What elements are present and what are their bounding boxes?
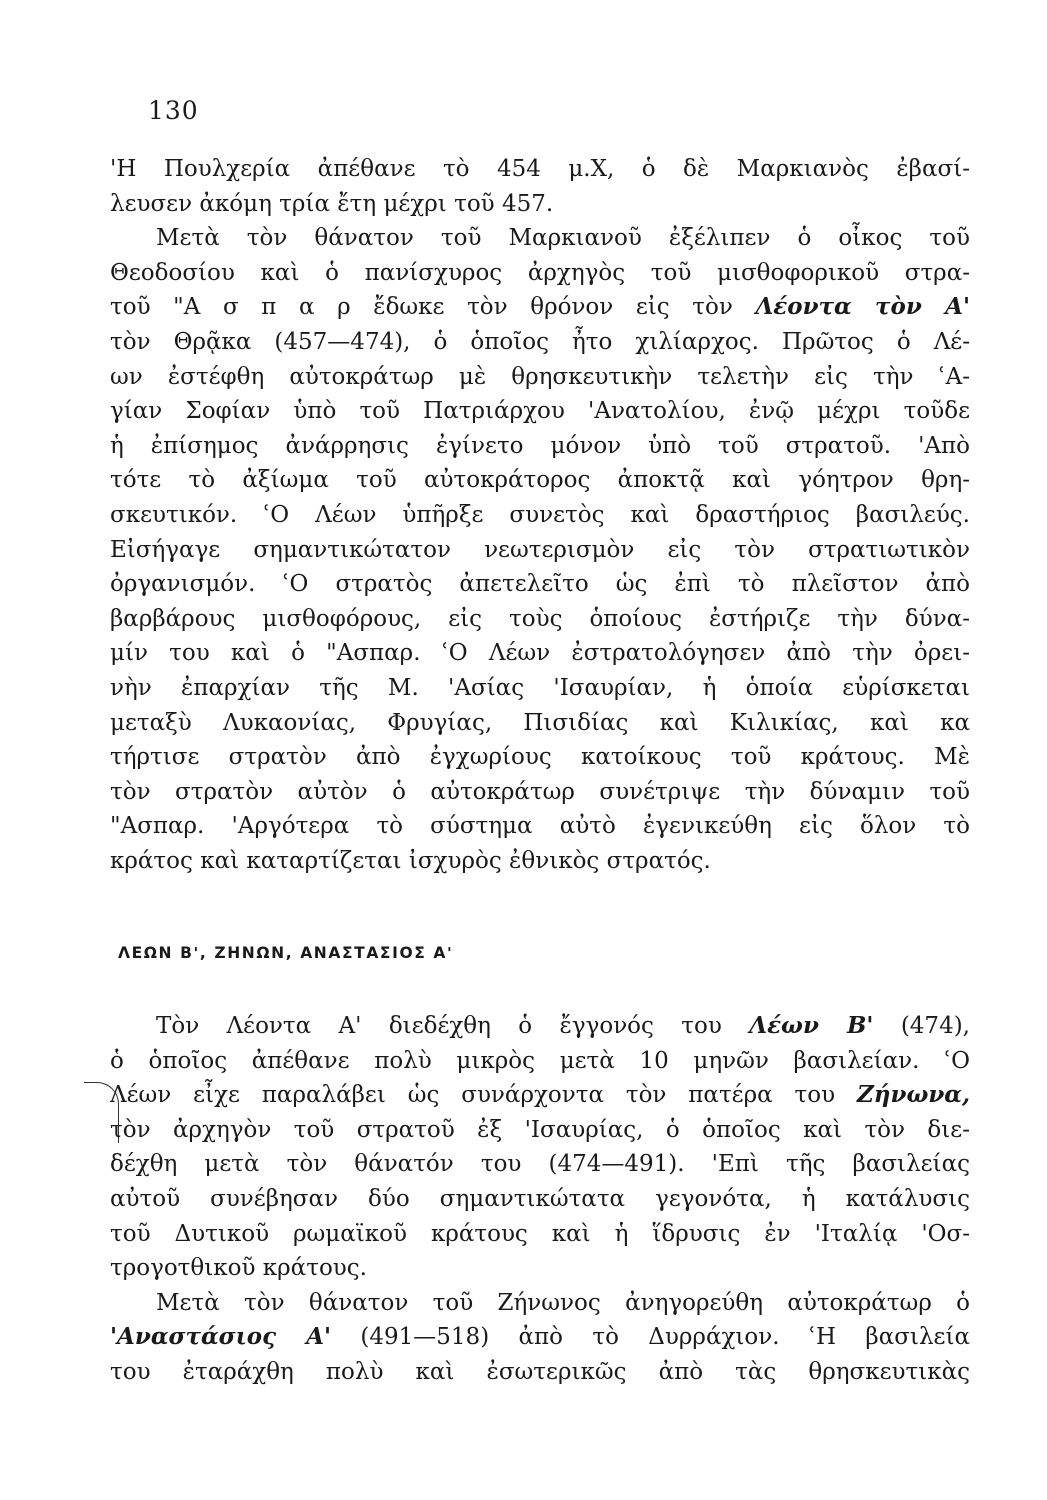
text-line: 'Η Πουλχερία ἀπέθανε τὸ 454 μ.Χ, ὁ δὲ Μαρκιανὸς ἐβασί-	[110, 156, 970, 182]
text-span: Τὸν Λέοντα Α' διεδέχθη ὁ ἔγγονός του	[156, 1013, 722, 1039]
text-line: κράτος καὶ καταρτίζεται ἰσχυρὸς ἐθνικὸς στρατός.	[110, 847, 711, 874]
text-line: τότε τὸ ἀξίωμα τοῦ αὐτοκράτορος ἀποκτᾷ καὶ γόητρον θρη-	[110, 467, 970, 494]
text-line: Μετὰ τὸν θάνατον τοῦ Μαρκιανοῦ ἐξέλιπεν ὁ οἶκος τοῦ	[156, 225, 970, 252]
text-line: ὁ ὁποῖος ἀπέθανε πολὺ μικρὸς μετὰ 10 μηνῶν βασιλείαν. ʿΟ	[110, 1047, 970, 1074]
page-number: 130	[148, 96, 199, 125]
text-line: μεταξὺ Λυκαονίας, Φρυγίας, Πισιδίας καὶ Κιλικίας, καὶ κα	[110, 709, 970, 736]
emperor-name-anastasios: 'Αναστάσιος Α'	[110, 1323, 332, 1351]
text-line	[110, 1320, 970, 1355]
text-span: τοῦ "Α σ π α ρ ἔδωκε τὸν θρόνον εἰς τὸν	[110, 294, 733, 321]
text-line: Θεοδοσίου καὶ ὁ πανίσχυρος ἀρχηγὸς τοῦ μισθοφορικοῦ στρα-	[110, 259, 970, 286]
text-line: βαρβάρους μισθοφόρους, εἰς τοὺς ὁποίους ἐστήριζε τὴν δύνα-	[110, 605, 970, 632]
text-line	[110, 290, 970, 325]
text-line: τὸν στρατὸν αὐτὸν ὁ αὐτοκράτωρ συνέτριψε τὴν δύναμιν τοῦ	[110, 778, 970, 805]
text-line: ὀργανισμόν. ʿΟ στρατὸς ἀπετελεῖτο ὡς ἐπὶ τὸ πλεῖστον ἀπὸ	[110, 571, 970, 598]
text-line: γίαν Σοφίαν ὑπὸ τοῦ Πατριάρχου 'Ανατολίου, ἐνῷ μέχρι τοῦδε	[110, 398, 970, 425]
text-line: τήρτισε στρατὸν ἀπὸ ἐγχωρίους κατοίκους τοῦ κράτους. Μὲ	[110, 744, 970, 771]
text-line: νὴν ἐπαρχίαν τῆς Μ. 'Ασίας 'Ισαυρίαν, ἡ ὁποία εὑρίσκεται	[110, 674, 970, 701]
text-line: τὸν Θρᾷκα (457—474), ὁ ὁποῖος ἦτο χιλίαρχος. Πρῶτος ὁ Λέ-	[110, 328, 970, 355]
emperor-name-leon-a: Λέοντα τὸν Α'	[755, 293, 970, 321]
text-span: (474),	[900, 1013, 970, 1039]
text-line: σκευτικόν. ʿΟ Λέων ὑπῆρξε συνετὸς καὶ δραστήριος βασιλεύς.	[110, 501, 970, 528]
section-heading: ΛΕΩΝ Β', ΖΗΝΩΝ, ΑΝΑΣΤΑΣΙΟΣ Α'	[118, 944, 454, 962]
text-line: αὐτοῦ συνέβησαν δύο σημαντικώτατα γεγονότα, ἡ κατάλυσις	[110, 1185, 970, 1212]
text-line: λευσεν ἀκόμη τρία ἔτη μέχρι τοῦ 457.	[110, 190, 554, 217]
text-line: Εἰσήγαγε σημαντικώτατον νεωτερισμὸν εἰς τὸν στρατιωτικὸν	[110, 536, 970, 563]
emperor-name-zenon: Ζήνωνα,	[856, 1081, 970, 1109]
text-line: του ἐταράχθη πολὺ καὶ ἐσωτερικῶς ἀπὸ τὰς θρησκευτικὰς	[110, 1358, 970, 1385]
emperor-name-leon-b: Λέων Β'	[749, 1012, 874, 1039]
text-line: δέχθη μετὰ τὸν θάνατόν του (474—491). 'Επὶ τῆς βασιλείας	[110, 1151, 970, 1178]
text-line: τρογοτθικοῦ κράτους.	[110, 1255, 367, 1282]
text-line: "Ασπαρ. 'Αργότερα τὸ σύστημα αὐτὸ ἐγενικεύθη εἰς ὅλον τὸ	[110, 813, 970, 840]
text-line: ων ἐστέφθη αὐτοκράτωρ μὲ θρησκευτικὴν τελετὴν εἰς τὴν ʿΑ-	[110, 363, 970, 390]
text-block-2	[110, 1009, 970, 1390]
text-line	[110, 1009, 970, 1044]
text-line: Μετὰ τὸν θάνατον τοῦ Ζήνωνος ἀνηγορεύθη αὐτοκράτωρ ὁ	[156, 1289, 970, 1316]
text-line: τοῦ Δυτικοῦ ρωμαϊκοῦ κράτους καὶ ἡ ἵδρυσις ἐν 'Ιταλίᾳ 'Οσ-	[110, 1220, 970, 1247]
text-line: τὸν ἀρχηγὸν τοῦ στρατοῦ ἐξ 'Ισαυρίας, ὁ ὁποῖος καὶ τὸν διε-	[110, 1116, 970, 1143]
text-span: Λέων εἶχε παραλάβει ὡς συνάρχοντα τὸν πατέρα του	[110, 1082, 836, 1109]
text-block-1	[110, 152, 970, 878]
text-line: ἡ ἐπίσημος ἀνάρρησις ἐγίνετο μόνον ὑπὸ τοῦ στρατοῦ. 'Απὸ	[110, 432, 970, 459]
text-line: μίν του καὶ ὁ "Ασπαρ. ʿΟ Λέων ἐστρατολόγησεν ἀπὸ τὴν ὀρει-	[110, 640, 970, 667]
text-line	[110, 1078, 970, 1113]
text-span: (491—518) ἀπὸ τὸ Δυρράχιον. ʿΗ βασιλεία	[360, 1324, 970, 1351]
